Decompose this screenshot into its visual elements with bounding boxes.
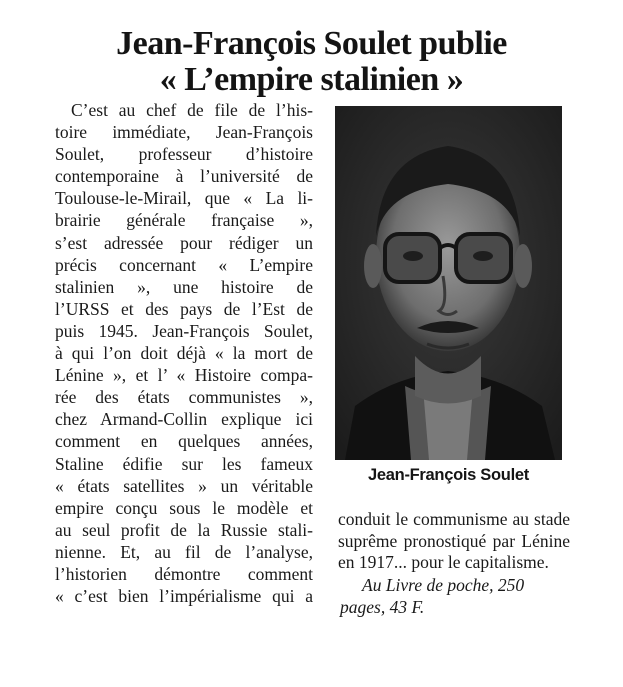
body-text-line: suprême pronostiqué par Lénine <box>338 530 570 551</box>
body-text-line: C’est au chef de file de l’his- <box>71 100 313 120</box>
body-text-line: à qui l’on doit déjà « la mort de <box>55 343 313 364</box>
body-text-line: Staline édifie sur les fameux <box>55 453 313 474</box>
body-text-line: en 1917... pour le capitalisme. <box>338 552 549 572</box>
body-text-line: Soulet, professeur d’histoire <box>55 144 313 165</box>
body-text-line: stalinien », une histoire de <box>55 276 313 297</box>
article-body-right-column <box>338 509 570 574</box>
body-text-line: Toulouse-le-Mirail, que « La li- <box>55 188 313 209</box>
body-text-line: au seul profit de la Russie stali- <box>55 519 313 540</box>
body-text-line: précis concernant « L’empire <box>55 254 313 275</box>
publication-source-note: Au Livre de poche, 250 pages, 43 F. <box>340 575 525 617</box>
body-text-line: empire conçu sous le modèle et <box>55 497 313 518</box>
headline-line-2: « L’empire stalinien » <box>159 61 464 98</box>
portrait-photo-icon <box>335 106 562 460</box>
body-text-line: comment en quelques années, <box>55 431 313 452</box>
body-text-line: « états satellites » un véritable <box>55 475 313 496</box>
body-text-line: toire immédiate, Jean-François <box>55 122 313 143</box>
body-text-line: « c’est bien l’impérialisme qui a <box>55 586 313 607</box>
author-photo <box>335 106 562 460</box>
headline-line-1: Jean-François Soulet publie <box>116 25 507 62</box>
body-text-line: s’est adressée pour rédiger un <box>55 232 313 253</box>
article-body-left-column <box>55 99 313 607</box>
body-text-line: l’URSS et des pays de l’Est de <box>55 298 313 319</box>
body-text-line: nienne. Et, au fil de l’analyse, <box>55 541 313 562</box>
body-text-line: chez Armand-Collin explique ici <box>55 409 313 430</box>
photo-caption: Jean-François Soulet <box>368 466 529 484</box>
body-text-line: conduit le communisme au stade <box>338 509 570 529</box>
body-text-line: puis 1945. Jean-François Soulet, <box>55 320 313 341</box>
body-text-line: contemporaine à l’université de <box>55 166 313 187</box>
body-text-line: brairie générale française », <box>55 210 313 231</box>
article-headline <box>0 26 623 98</box>
body-text-line: Lénine », et l’ « Histoire compa- <box>55 365 313 386</box>
body-text-line: l’historien démontre comment <box>55 563 313 584</box>
body-text-line: rée des états communistes », <box>55 387 313 408</box>
